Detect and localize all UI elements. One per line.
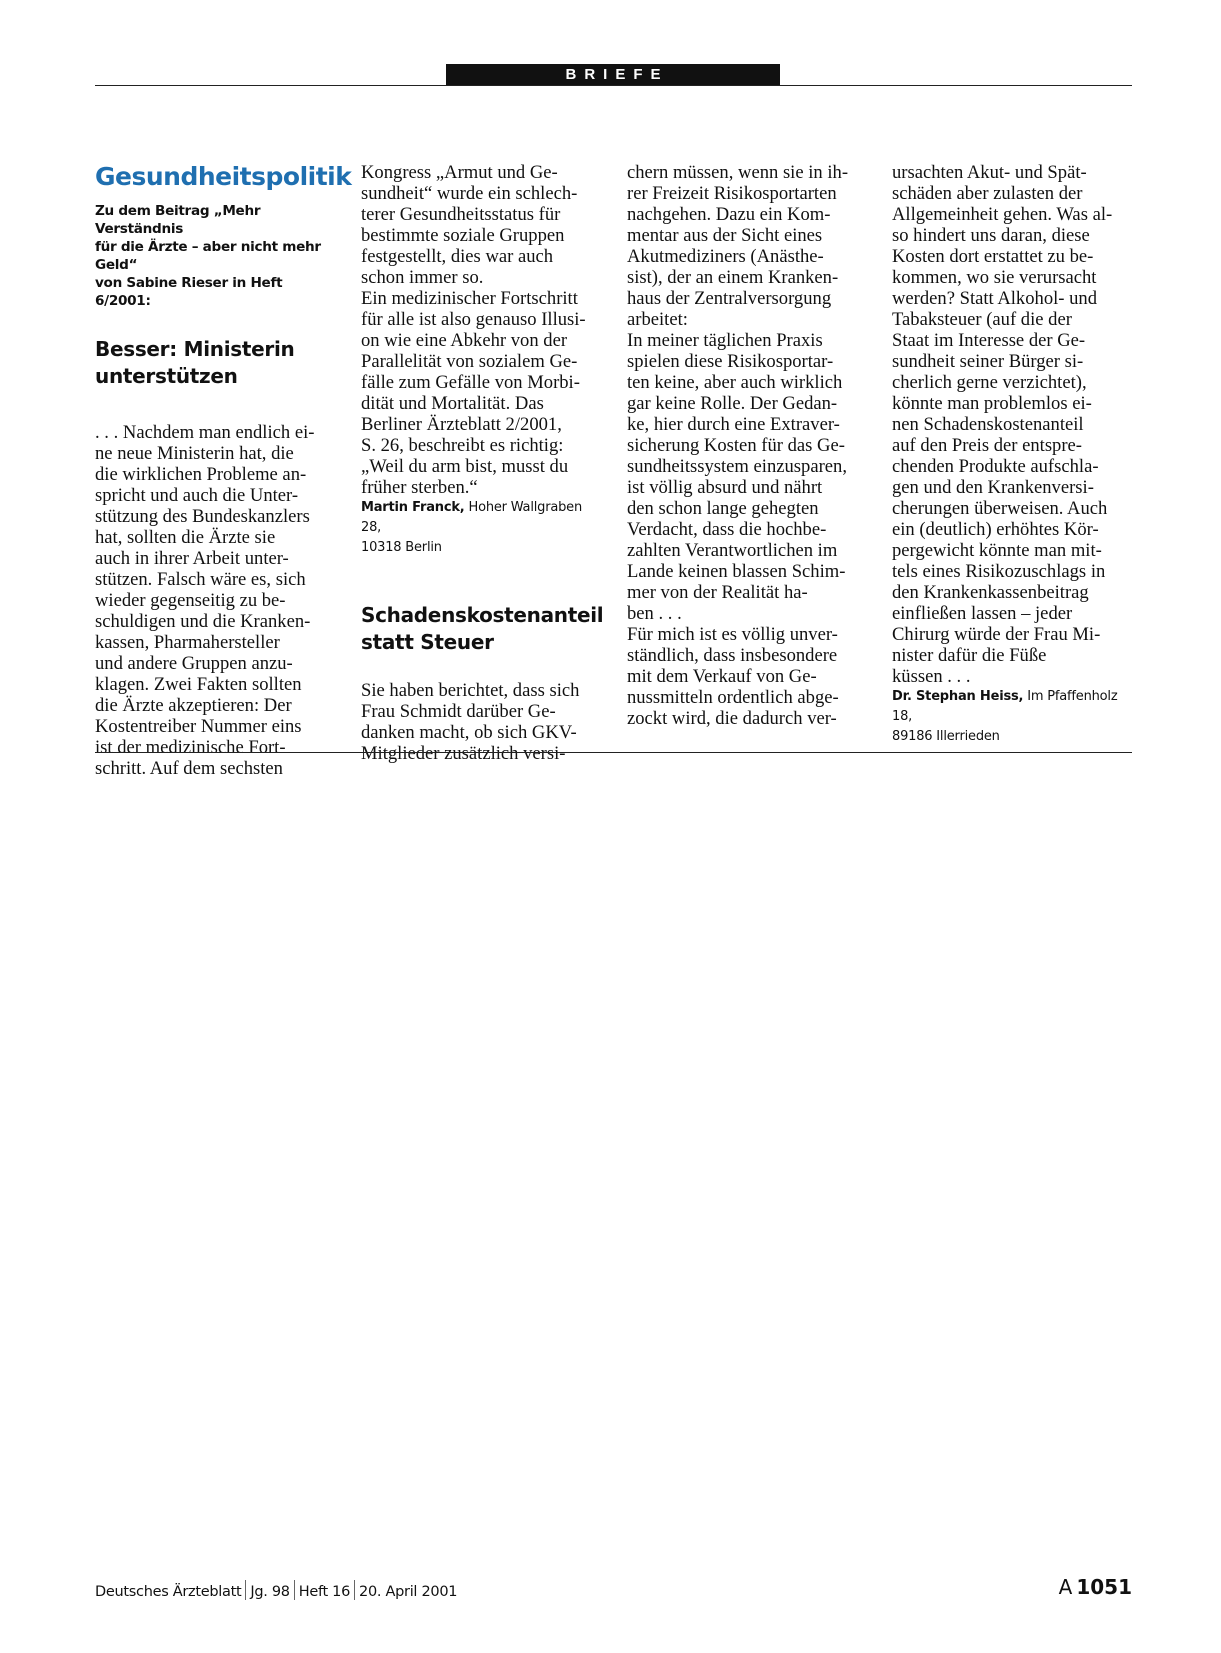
footer-separator bbox=[245, 1580, 246, 1600]
letter1-headline: Besser: Ministerin unterstützen bbox=[95, 337, 295, 388]
column-1 bbox=[95, 162, 352, 779]
letter2-signature bbox=[892, 687, 1136, 747]
page-number-value: 1051 bbox=[1076, 1575, 1132, 1599]
letter1-text-part1: . . . Nachdem man endlich ei- ne neue Ministerin hat, die die wirklichen Probleme an- spricht und auch die Unter- stützung des Bundeskanzlers hat, sollten die Ärzte sie auch in ihrer Arbeit unter- stützen. Falsch wäre es, sich wieder gegenseitig zu be- schuldigen und die Kranken- kassen, Pharmahersteller und andere Gruppen anzu- klagen. Zwei Fakten sollten die Ärzte akzeptieren: Der Kostentreiber Nummer eins ist der medizinische Fort- schritt. Auf dem sechsten bbox=[95, 422, 315, 779]
footer-date: 20. April 2001 bbox=[359, 1584, 458, 1600]
letter1-text-part2: Kongress „Armut und Ge- sundheit“ wurde ein schlech- terer Gesundheitsstatus für bestimmte soziale Gruppen festgestellt, dies war auch schon immer so. Ein medizinischer Fortschritt für alle ist also genauso Illusi- on wie eine Abkehr von der Parallelität von sozialem Ge- fälle zum Gefälle von Morbi- dität und Mortalität. Das Berliner Ärzteblatt 2/2001, S. 26, beschreibt es richtig: „Weil du arm bist, musst du früher sterben.“ bbox=[361, 162, 586, 498]
top-rule bbox=[95, 85, 1132, 86]
section-title: Gesundheitspolitik bbox=[95, 162, 352, 191]
letter2-author: Dr. Stephan Heiss, bbox=[892, 689, 1024, 704]
letter2-address: Im Pfaffenholz 18, 89186 Illerrieden bbox=[892, 689, 1118, 744]
footer-issue: Heft 16 bbox=[298, 1584, 351, 1600]
letter2-headline: Schadenskostenanteil statt Steuer bbox=[361, 603, 604, 654]
article-reference: Zu dem Beitrag „Mehr Verständnis für die Ärzte – aber nicht mehr Geld“ von Sabine Rieser in Heft 6/2001: bbox=[95, 203, 321, 309]
page-number bbox=[1059, 1575, 1132, 1599]
page-prefix: A bbox=[1058, 1575, 1073, 1599]
footer-journal: Deutsches Ärzteblatt bbox=[95, 1584, 242, 1600]
footer-volume: Jg. 98 bbox=[250, 1584, 290, 1600]
letter2-text-part2: chern müssen, wenn sie in ih- rer Freizeit Risikosportarten nachgehen. Dazu ein Kom- mentar aus der Sicht eines Akutmediziners (Anästhe- sist), der an einem Kranken- haus der Zentralversorgung arbeitet: In meiner täglichen Praxis spielen diese Risikosportar- ten keine, aber auch wirklich gar keine Rolle. Der Gedan- ke, hier durch eine Extraver- sicherung Kosten für das Ge- sundheitssystem einzusparen, ist völlig absurd und nährt den schon lange gehegten Verdacht, dass die hochbe- zahlten Verantwortlichen im Lande keinen blassen Schim- mer von der Realität ha- ben . . . Für mich ist es völlig unver- ständlich, dass insbesondere mit dem Verkauf von Ge- nussmitteln ordentlich abge- zockt wird, die dadurch ver- bbox=[627, 162, 849, 729]
letter2-text-part3: ursachten Akut- und Spät- schäden aber zulasten der Allgemeinheit gehen. Was al- so hindert uns daran, diese Kosten dort erstattet zu be- kommen, wo sie verursacht werden? Statt Alkohol- und Tabaksteuer (auf die der Staat im Interesse der Ge- sundheit seiner Bürger si- cherlich gerne verzichtet), könnte man problemlos ei- nen Schadenskostenanteil auf den Preis der entspre- chenden Produkte aufschla- gen und den Krankenversi- cherungen überweisen. Auch ein (deutlich) erhöhtes Kör- pergewicht könnte man mit- tels eines Risikozuschlags in den Krankenkassenbeitrag einfließen lassen – jeder Chirurg würde der Frau Mi- nister dafür die Füße küssen . . . bbox=[892, 162, 1113, 687]
section-header-briefe: BRIEFE bbox=[446, 64, 780, 86]
column-4 bbox=[892, 162, 1136, 747]
column-2 bbox=[361, 162, 605, 764]
column-3 bbox=[627, 162, 871, 729]
letter1-author: Martin Franck, bbox=[361, 500, 465, 515]
page-footer bbox=[95, 1580, 457, 1600]
letter1-signature bbox=[361, 498, 605, 558]
footer-separator bbox=[354, 1580, 355, 1600]
letter1-address: Hoher Wallgraben 28, 10318 Berlin bbox=[361, 500, 583, 555]
footer-separator bbox=[294, 1580, 295, 1600]
bottom-rule bbox=[95, 752, 1132, 753]
letter2-text-part1: Sie haben berichtet, dass sich Frau Schmidt darüber Ge- danken macht, ob sich GKV- Mitglieder zusätzlich versi- bbox=[361, 680, 580, 764]
